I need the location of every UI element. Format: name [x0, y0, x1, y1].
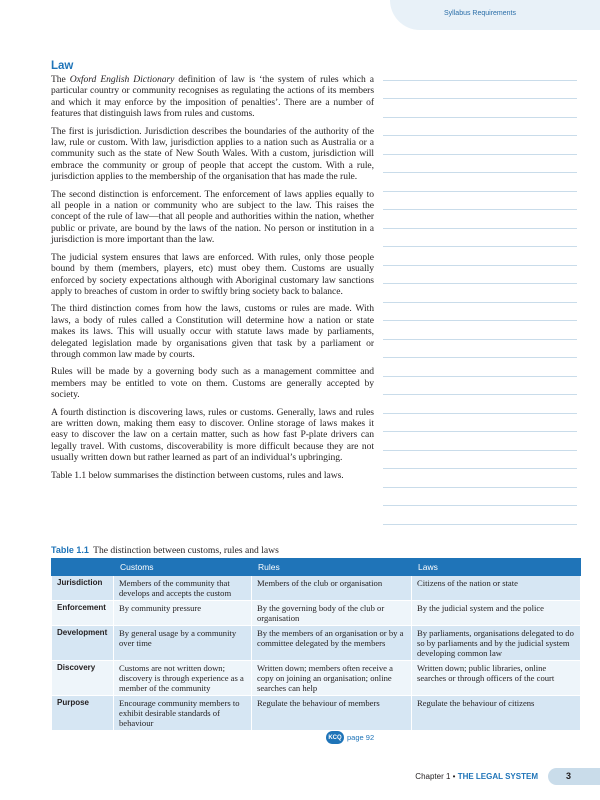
cell-customs: Members of the community that develops and accepts the custom [114, 576, 252, 601]
note-line [383, 506, 577, 525]
note-line [383, 210, 577, 229]
footer-separator: • [450, 771, 458, 781]
table-row [52, 626, 581, 661]
paragraph-table-reference: Table 1.1 below summarises the distinction between customs, rules and laws. [51, 469, 344, 481]
note-line [383, 303, 577, 322]
note-line [383, 81, 577, 100]
table-number: Table 1.1 [51, 545, 89, 555]
cell-rules: By the governing body of the club or organisation [252, 601, 412, 626]
distinction-table [51, 558, 581, 731]
cell-laws: By the judicial system and the police [412, 601, 581, 626]
paragraph-jurisdiction: The first is jurisdiction. Jurisdiction describes the boundaries of the authority of the law, rule or custom. With law, jurisdiction applies to a nation such as Australia or a community such as the state of New South Wales. With a custom, jurisdiction will embrace the community or group of people that accept the custom. With a rule, jurisdiction applies to the membership of the organisation that has made the rule. [51, 125, 374, 183]
table-row [52, 601, 581, 626]
note-line [383, 62, 577, 81]
page-footer [415, 766, 600, 786]
note-lines [383, 62, 577, 525]
cell-customs: By general usage by a community over time [114, 626, 252, 661]
note-line [383, 432, 577, 451]
row-header: Jurisdiction [52, 576, 114, 601]
kcq-page-link[interactable] [326, 731, 374, 744]
chapter-title: THE LEGAL SYSTEM [457, 771, 538, 781]
dictionary-title: Oxford English Dictionary [69, 74, 175, 85]
note-line [383, 266, 577, 285]
row-header: Discovery [52, 661, 114, 696]
note-line [383, 340, 577, 359]
cell-laws: By parliaments, organisations delegated to do so by parliaments and by the judicial system developing common law [412, 626, 581, 661]
cell-laws: Citizens of the nation or state [412, 576, 581, 601]
row-header: Purpose [52, 696, 114, 731]
note-line [383, 488, 577, 507]
column-header-laws: Laws [412, 559, 581, 576]
page-number: 3 [548, 768, 600, 785]
running-head: Syllabus Requirements [444, 10, 516, 17]
cell-customs: Customs are not written down; discovery is through experience as a member of the community [114, 661, 252, 696]
paragraph-rules: Rules will be made by a governing body such as a management committee and members may be entitled to vote on them. Customs are generally accepted by society. [51, 366, 374, 401]
note-line [383, 358, 577, 377]
note-line [383, 395, 577, 414]
column-header-customs: Customs [114, 559, 252, 576]
note-line [383, 451, 577, 470]
paragraph-enforcement: The second distinction is enforcement. The enforcement of laws applies equally to all people in a nation or community who are subject to the law. This raises the concept of the rule of law—that all people and authorities within the nation, whether public or private, are bound by the laws of the nation. No person or institution in a jurisdiction is more important than the law. [51, 188, 374, 246]
note-line [383, 173, 577, 192]
note-line [383, 284, 577, 303]
row-header: Enforcement [52, 601, 114, 626]
note-line [383, 155, 577, 174]
section-title: Law [51, 60, 74, 72]
intro-paragraph [51, 74, 374, 120]
cell-rules: Members of the club or organisation [252, 576, 412, 601]
column-header-blank [52, 559, 114, 576]
cell-rules: Written down; members often receive a copy on joining an organisation; online searches can help [252, 661, 412, 696]
cell-rules: By the members of an organisation or by a committee delegated by the members [252, 626, 412, 661]
paragraph-discovery: A fourth distinction is discovering laws, rules or customs. Generally, laws and rules are written down, making them easy to discover. Online storage of laws makes it easy to discover the law on a certain matter, such as how fast P-plate drivers can legally travel. With customs, discoverability is more difficult because they are not usually written down but rather learned as part of an individual’s upbringing. [51, 406, 374, 464]
note-line [383, 118, 577, 137]
intro-pre: The [51, 74, 70, 85]
note-line [383, 99, 577, 118]
note-line [383, 192, 577, 211]
note-line [383, 247, 577, 266]
table-row [52, 576, 581, 601]
kcq-page-label: page 92 [347, 733, 375, 742]
table-row [52, 696, 581, 731]
table-row [52, 661, 581, 696]
cell-customs: By community pressure [114, 601, 252, 626]
note-line [383, 136, 577, 155]
chapter-label: Chapter 1 [415, 771, 451, 781]
cell-laws: Regulate the behaviour of citizens [412, 696, 581, 731]
note-line [383, 321, 577, 340]
footer-chapter [415, 772, 538, 781]
paragraph-judicial-system: The judicial system ensures that laws are enforced. With rules, only those people bound by them (members, players, etc) must obey them. Customs are usually enforced by society expectations although with Aboriginal customary law sanctions apply to breaches of custom in order to swiftly bring society back to balance. [51, 251, 374, 297]
intro-post: definition of law is ‘the system of rules which a particular country or community recognises as regulating the actions of its members and which it may enforce by the imposition of penalties’. There are a number of features that distinguish laws from rules and customs. [51, 74, 374, 120]
table-caption [51, 545, 279, 556]
kcq-badge-icon: KCQ [326, 731, 344, 744]
table-caption-text: The distinction between customs, rules and laws [93, 545, 279, 556]
cell-rules: Regulate the behaviour of members [252, 696, 412, 731]
row-header: Development [52, 626, 114, 661]
cell-laws: Written down; public libraries, online searches or through officers of the court [412, 661, 581, 696]
paragraph-making-laws: The third distinction comes from how the laws, customs or rules are made. With laws, a body of rules called a Constitution will determine how a nation or state makes its laws. This will usually occur with statute laws made by parliaments, delegated legislation made by organisations given that task by a parliament or through common law made by courts. [51, 303, 374, 360]
note-line [383, 414, 577, 433]
note-line [383, 469, 577, 488]
cell-customs: Encourage community members to exhibit desirable standards of behaviour [114, 696, 252, 731]
note-line [383, 377, 577, 396]
column-header-rules: Rules [252, 559, 412, 576]
table-header-row [52, 559, 581, 576]
running-head-tab [390, 0, 600, 30]
main-column [51, 60, 374, 487]
note-line [383, 229, 577, 248]
